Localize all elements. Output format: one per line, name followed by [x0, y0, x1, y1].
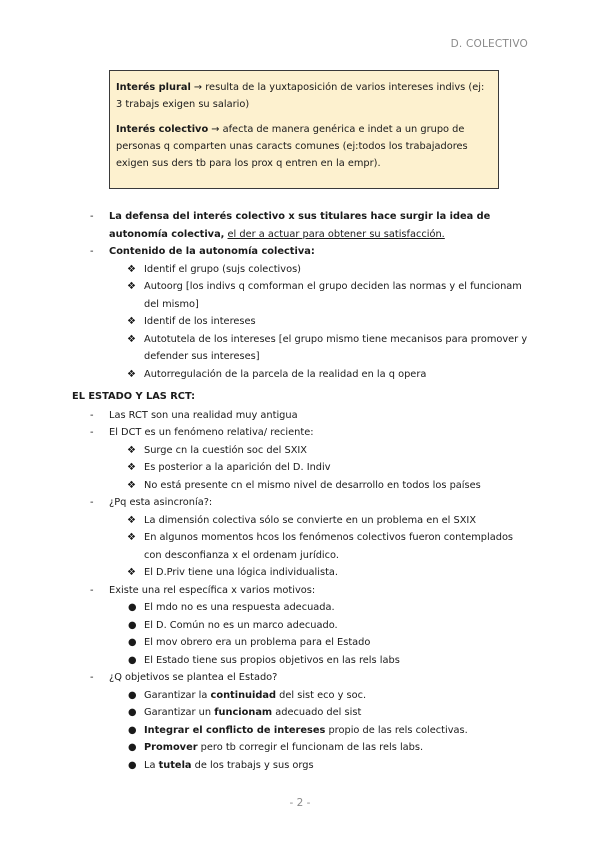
dash-marker: - [90, 672, 94, 683]
sub-list-item [90, 564, 530, 582]
sub-list-item [90, 331, 530, 366]
dash-marker: - [90, 211, 94, 222]
sub-list-item [90, 366, 530, 384]
dash-marker: - [90, 427, 94, 438]
list-item [90, 582, 530, 600]
sub-item-text: El D. Común no es un marco adecuado. [144, 619, 338, 631]
autonomy-idea: La defensa del interés colectivo x sus titulares hace surgir la idea de autonomía colectiva, [109, 211, 491, 240]
sub-item-text: Identif el grupo (sujs colectivos) [144, 263, 301, 275]
diamond-bullet-icon: ❖ [127, 532, 136, 543]
sub-list-item [90, 739, 530, 757]
text-part: La [144, 759, 159, 771]
list-item [90, 494, 530, 512]
round-bullet-icon: ● [128, 602, 137, 613]
sub-list-item [90, 261, 530, 279]
item-text: Las RCT son una realidad muy antigua [109, 409, 298, 421]
sub-item-text: No está presente cn el mismo nivel de desarrollo en todos los países [144, 479, 481, 491]
definition-callout [109, 70, 499, 189]
autonomy-right: el der a actuar para obtener su satisfacción. [227, 228, 445, 240]
item-text: ¿Q objetivos se plantea el Estado? [109, 672, 278, 683]
sub-item-text: En algunos momentos hcos los fenómenos colectivos fueron contemplados con desconfianza x el ordenam jurídico. [144, 532, 514, 561]
round-bullet-icon: ● [128, 619, 137, 631]
item-text: ¿Pq esta asincronía?: [109, 497, 213, 508]
diamond-bullet-icon: ❖ [127, 368, 136, 380]
diamond-bullet-icon: ❖ [127, 479, 136, 491]
sub-item-text: Surge cn la cuestión soc del SXIX [144, 444, 308, 456]
sub-list-item [90, 652, 530, 670]
text-part-bold: tutela [158, 759, 192, 771]
plural-term: Interés plural [116, 82, 191, 93]
text-part: adecuado del sist [272, 707, 362, 718]
sub-item-text: El Estado tiene sus propios objetivos en las rels labs [144, 654, 400, 666]
sub-list-item [90, 704, 530, 722]
round-bullet-icon: ● [128, 759, 137, 771]
section-heading: EL ESTADO Y LAS RCT: [72, 391, 196, 402]
text-part: del sist eco y soc. [276, 689, 367, 701]
page-body [72, 208, 530, 774]
sub-list-item [90, 459, 530, 477]
sub-list-item [90, 757, 530, 775]
sub-item-text: El mdo no es una respuesta adecuada. [144, 602, 335, 613]
list-item [90, 424, 530, 442]
sub-list-item [90, 477, 530, 495]
colectivo-definition [116, 121, 492, 172]
list-item [90, 208, 530, 243]
dash-marker: - [90, 497, 94, 508]
diamond-bullet-icon: ❖ [127, 567, 136, 578]
sub-list-item [90, 278, 530, 313]
sub-list-item [90, 512, 530, 530]
text-part: de los trabajs y sus orgs [191, 759, 314, 771]
page-number: - 2 - [289, 797, 311, 809]
sub-item-text: La dimensión colectiva sólo se convierte en un problema en el SXIX [144, 514, 477, 526]
sub-list-item [90, 634, 530, 652]
sub-item-text: Identif de los intereses [144, 316, 256, 327]
plural-definition [116, 79, 492, 113]
sub-item-text: El mov obrero era un problema para el Estado [144, 637, 371, 648]
dash-marker: - [90, 584, 94, 596]
colectivo-term: Interés colectivo [116, 124, 209, 135]
text-part: pero tb corregir el funcionam de las rels labs. [197, 742, 424, 753]
running-header: D. COLECTIVO [450, 38, 528, 50]
diamond-bullet-icon: ❖ [127, 263, 136, 275]
sub-list-item [90, 722, 530, 740]
sub-item-text: Autorregulación de la parcela de la realidad en la q opera [144, 368, 427, 380]
diamond-bullet-icon: ❖ [127, 333, 136, 345]
diamond-bullet-icon: ❖ [127, 316, 136, 327]
text-part-bold: Promover [144, 742, 198, 753]
text-part-bold: funcionam [214, 707, 273, 718]
item-text: El DCT es un fenómeno relativa/ reciente: [109, 427, 314, 438]
list-item [90, 243, 530, 261]
round-bullet-icon: ● [128, 654, 137, 666]
item-text: Existe una rel específica x varios motivos: [109, 584, 316, 596]
round-bullet-icon: ● [128, 689, 137, 701]
round-bullet-icon: ● [128, 724, 137, 736]
sub-item-text: El D.Priv tiene una lógica individualista. [144, 567, 339, 578]
dash-marker: - [90, 409, 94, 421]
sub-list-item [90, 313, 530, 331]
sub-list-item [90, 599, 530, 617]
round-bullet-icon: ● [128, 707, 137, 718]
text-part: Garantizar un [144, 707, 215, 718]
sub-list-item [90, 529, 530, 564]
sub-item-text: Autotutela de los intereses [el grupo mismo tiene mecanisos para promover y defender sus intereses] [144, 333, 528, 362]
colectivo-def: → afecta de manera genérica e indet a un grupo de personas q comparten unas caracts comunes (ej:todos los trabajadores exigen sus ders tb para los prox q entren en la empr). [116, 124, 468, 169]
sub-item-text: Autoorg [los indivs q comforman el grupo deciden las normas y el funcionam del mismo] [144, 281, 522, 310]
plural-def: → resulta de la yuxtaposición de varios intereses indivs (ej: 3 trabajs exigen su salario) [116, 82, 485, 110]
text-part-bold: continuidad [210, 689, 277, 701]
diamond-bullet-icon: ❖ [127, 444, 136, 456]
sub-list-item [90, 617, 530, 635]
sub-list-item [90, 442, 530, 460]
dash-marker: - [90, 246, 94, 257]
diamond-bullet-icon: ❖ [127, 281, 136, 292]
round-bullet-icon: ● [128, 637, 137, 648]
diamond-bullet-icon: ❖ [127, 514, 136, 526]
autonomy-content-heading: Contenido de la autonomía colectiva: [109, 246, 315, 257]
sub-item-text: Es posterior a la aparición del D. Indiv [144, 462, 331, 473]
text-part: propio de las rels colectivas. [325, 724, 468, 736]
list-item [90, 669, 530, 687]
list-item [90, 407, 530, 425]
diamond-bullet-icon: ❖ [127, 462, 136, 473]
text-part: Garantizar la [144, 689, 211, 701]
text-part-bold: Integrar el conflicto de intereses [144, 724, 326, 736]
round-bullet-icon: ● [128, 742, 137, 753]
sub-list-item [90, 687, 530, 705]
